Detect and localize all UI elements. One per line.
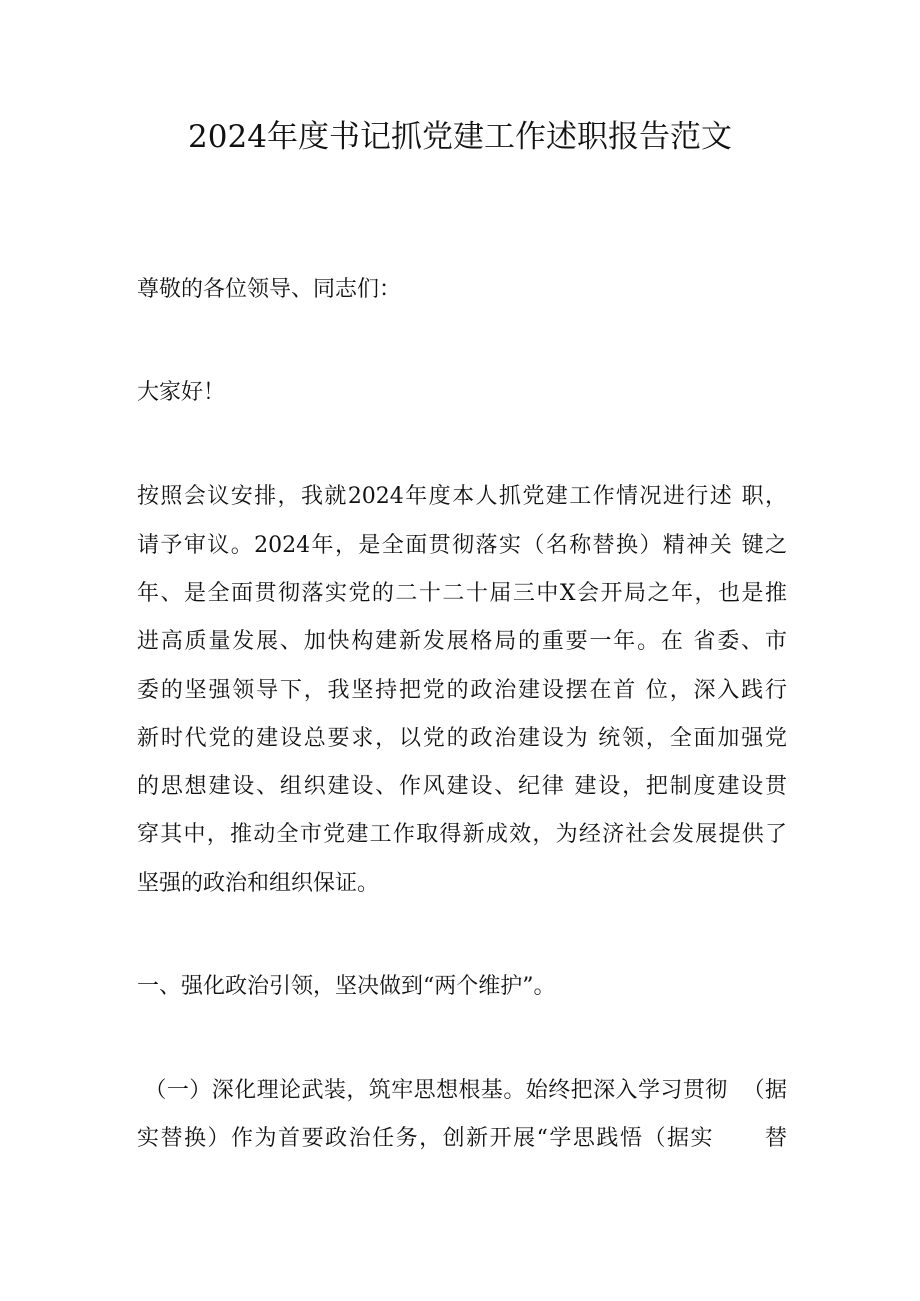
intro-line-2: 请予审议。2024年，是全面贯彻落实（名称替换）精神关 键之 xyxy=(137,533,787,558)
intro-line-7: 的思想建设、组织建设、作风建设、纪律 建设，把制度建设贯 xyxy=(137,774,787,799)
intro-line-5: 委的坚强领导下，我坚持把党的政治建设摆在首 位，深入践行 xyxy=(137,678,787,703)
intro-line-9: 坚强的政治和组织保证。 xyxy=(137,871,380,896)
intro-line-3: 年、是全面贯彻落实党的二十二十届三中X会开局之年，也是推 xyxy=(137,581,787,606)
subsection-1-line-2: 实替换）作为首要政治任务，创新开展“学思践悟（据实 替 xyxy=(137,1126,787,1151)
salutation: 尊敬的各位领导、同志们： xyxy=(137,277,402,302)
intro-line-6: 新时代党的建设总要求，以党的政治建设为 统领，全面加强党 xyxy=(137,726,787,751)
document-title: 2024年度书记抓党建工作述职报告范文 xyxy=(188,119,732,155)
greeting: 大家好！ xyxy=(137,380,226,405)
intro-line-4: 进高质量发展、加快构建新发展格局的重要一年。在 省委、市 xyxy=(137,629,787,654)
subsection-1-line-1: （一）深化理论武装，筑牢思想根基。始终把深入学习贯彻 （据 xyxy=(137,1078,787,1103)
section-1-heading: 一、强化政治引领，坚决做到“两个维护”。 xyxy=(137,974,556,999)
intro-line-1: 按照会议安排，我就2024年度本人抓党建工作情况进行述 职， xyxy=(137,484,787,509)
intro-line-8: 穿其中，推动全市党建工作取得新成效，为经济社会发展提供了 xyxy=(137,822,787,847)
